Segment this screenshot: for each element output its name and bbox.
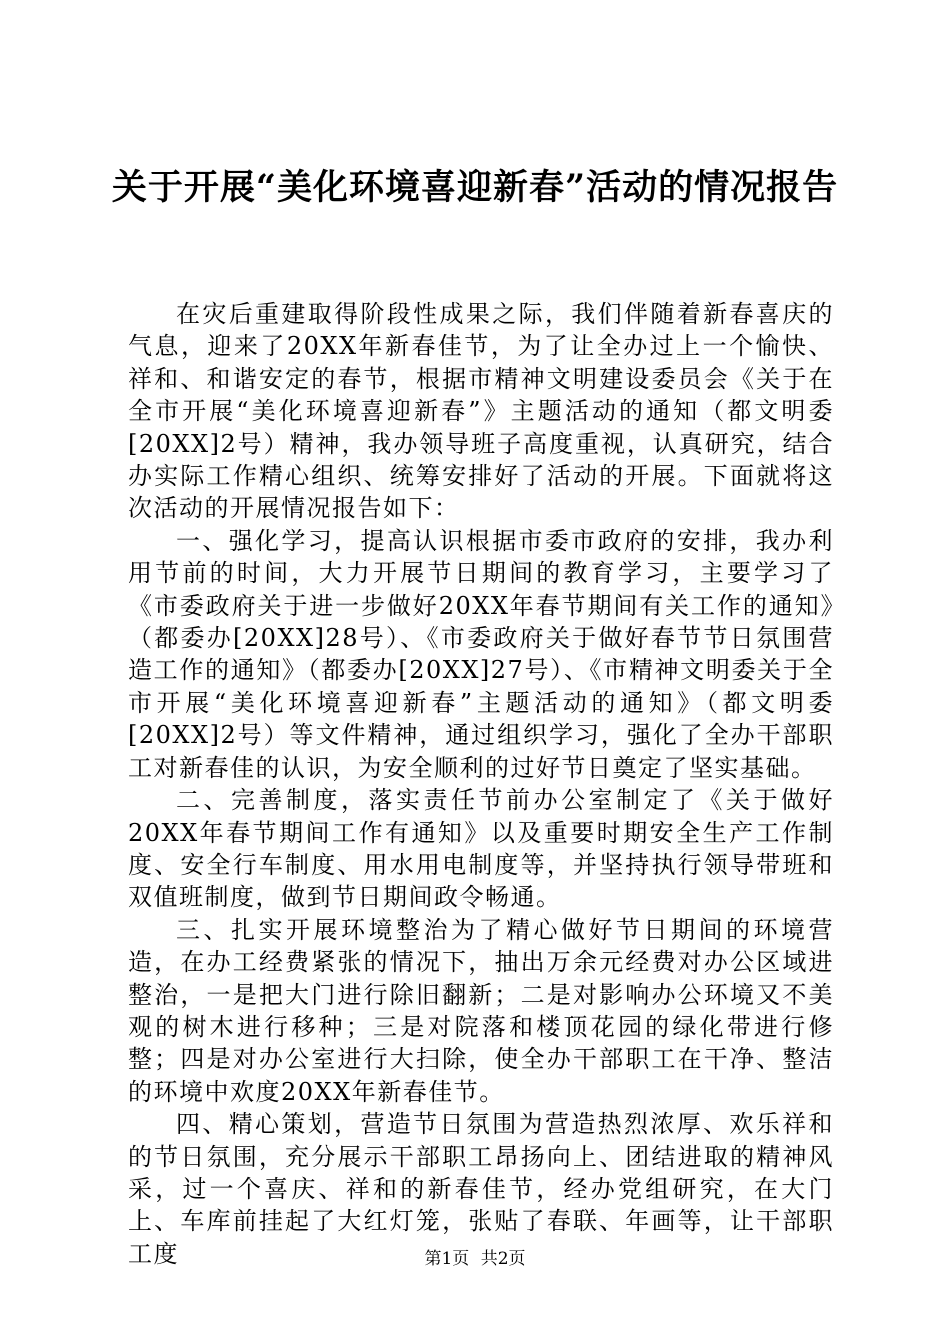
paragraph-section-2: 二、完善制度，落实责任节前办公室制定了《关于做好20XX年春节期间工作有通知》以及重要时期安全生产工作制度、安全行车制度、用水用电制度等，并坚持执行领导带班和双值班制度，做到节日期间政令畅通。 — [128, 786, 834, 912]
paragraph-intro: 在灾后重建取得阶段性成果之际，我们伴随着新春喜庆的气息，迎来了20XX年新春佳节，为了让全办过上一个愉快、祥和、和谐安定的春节，根据市精神文明建设委员会《关于在全市开展“美化环境喜迎新春”》主题活动的通知（都文明委[20XX]2号）精神，我办领导班子高度重视，认真研究，结合办实际工作精心组织、统筹安排好了活动的开展。下面就将这次活动的开展情况报告如下： — [128, 300, 834, 523]
page-total: 共2页 — [480, 1249, 526, 1269]
paragraph-section-4: 四、精心策划，营造节日氛围为营造热烈浓厚、欢乐祥和的节日氛围，充分展示干部职工昂扬向上、团结进取的精神风采，过一个喜庆、祥和的新春佳节，经办党组研究，在大门上、车库前挂起了大红灯笼，张贴了春联、年画等，让干部职工度 — [128, 1110, 834, 1268]
document-title: 关于开展“美化环境喜迎新春”活动的情况报告 — [111, 167, 839, 208]
paragraph-section-1: 一、强化学习，提高认识根据市委市政府的安排，我办利用节前的时间，大力开展节日期间的教育学习，主要学习了《市委政府关于进一步做好20XX年春节期间有关工作的通知》（都委办[20XX]28号）、《市委政府关于做好春节节日氛围营造工作的通知》（都委办[20XX]27号）、《市精神文明委关于全市开展“美化环境喜迎新春”主题活动的通知》（都文明委[20XX]2号）等文件精神，通过组织学习，强化了全办干部职工对新春佳的认识，为安全顺利的过好节日奠定了坚实基础。 — [128, 526, 834, 782]
document-body — [128, 298, 834, 1270]
page-number: 第1页 — [424, 1249, 470, 1269]
page-footer — [0, 1244, 950, 1269]
paragraph-section-3: 三、扎实开展环境整治为了精心做好节日期间的环境营造，在办工经费紧张的情况下，抽出万余元经费对办公区域进整治，一是把大门进行除旧翻新；二是对影响办公环境又不美观的树木进行移种；三是对院落和楼顶花园的绿化带进行修整；四是对办公室进行大扫除，使全办干部职工在干净、整洁的环境中欢度20XX年新春佳节。 — [128, 915, 834, 1106]
